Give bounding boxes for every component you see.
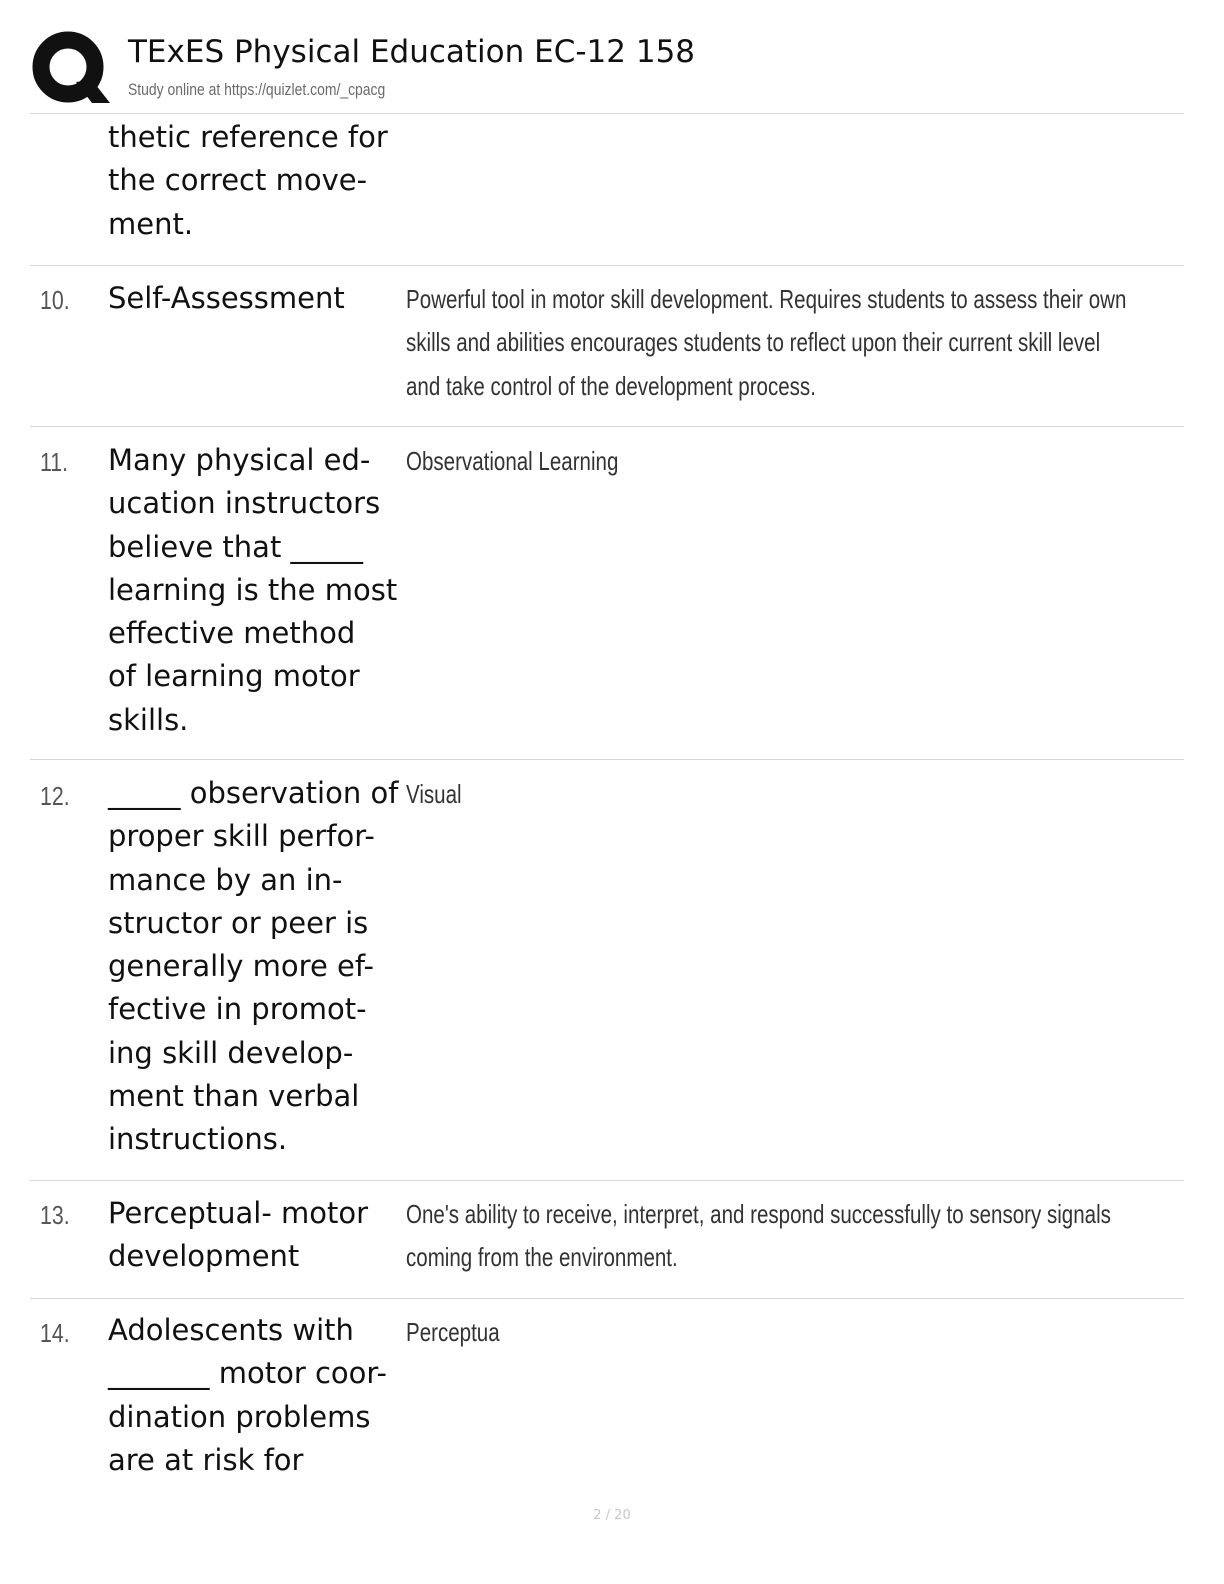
card-term: Perceptual- motor development (108, 1196, 369, 1274)
divider (30, 113, 1184, 114)
card-definition: Visual (406, 779, 462, 809)
card-term: _____ observation of proper skill perfor- mance by an in- structor or peer is generally more ef- fective in promot- ing skill develop- ment than verbal instructions. (108, 776, 399, 1157)
divider (30, 426, 1184, 427)
card-term: Self-Assessment (108, 281, 345, 315)
page-title: TExES Physical Education EC-12 158 (128, 34, 696, 70)
divider (30, 759, 1184, 760)
divider (30, 265, 1184, 266)
card-term: Adolescents with _______ motor coor- dination problems are at risk for (108, 1313, 387, 1477)
divider (30, 1298, 1184, 1299)
card-term: thetic reference for the correct move- ment. (108, 120, 388, 241)
card-number: 12. (40, 781, 70, 811)
card-number: 13. (40, 1200, 70, 1230)
card-number: 11. (40, 447, 69, 477)
page-subtitle: Study online at https://quizlet.com/_cpacg (128, 80, 386, 99)
card-number: 10. (40, 285, 70, 315)
card-number: 14. (40, 1318, 70, 1348)
card-term: Many physical ed- ucation instructors believe that _____ learning is the most effective method of learning motor skills. (108, 443, 398, 737)
card-definition: One's ability to receive, interpret, and respond successfully to sensory signals coming from the environment. (406, 1199, 1111, 1273)
card-definition: Perceptua (406, 1317, 500, 1347)
page-number: 2 / 20 (593, 1508, 631, 1523)
quizlet-logo-icon (32, 30, 110, 108)
divider (30, 1180, 1184, 1181)
card-definition: Powerful tool in motor skill development. Requires students to assess their own skills and abilities encourages students to reflect upon their current skill level and take control of the development process. (406, 284, 1127, 401)
card-definition: Observational Learning (406, 446, 619, 476)
